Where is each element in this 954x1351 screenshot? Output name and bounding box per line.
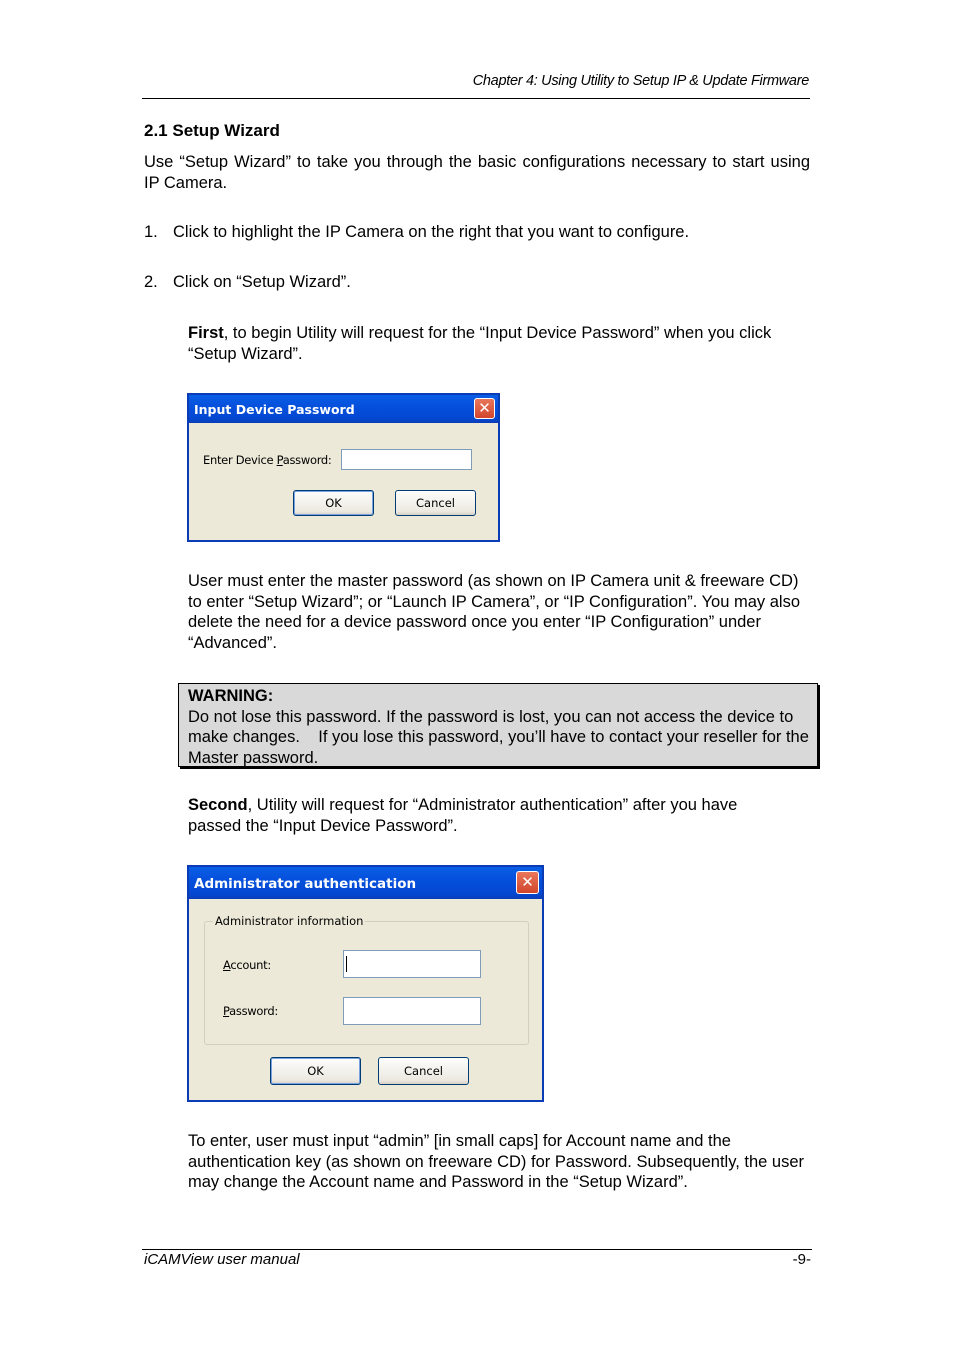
section-title: 2.1 Setup Wizard [144,121,280,140]
second-lead: Second [188,796,248,814]
account-input[interactable] [343,950,481,978]
dialog1-titlebar[interactable] [189,395,498,423]
step-1-text: Click to highlight the IP Camera on the right that you want to configure. [173,223,690,241]
dialog1-title: Input Device Password [194,402,355,417]
warning-text: Do not lose this password. If the password is lost, you can not access the device to make changes. If you lose this password, you’ll have to contact your reseller for the Master password. [188,707,814,767]
close-icon[interactable]: ✕ [474,398,495,419]
admin-info-group-label: Administrator information [215,914,364,928]
master-password-note: User must enter the master password (as shown on IP Camera unit & freeware CD) to enter “Setup Wizard”; or “Launch IP Camera”, or “IP Configuration”. You may also delete the need for a device password once you enter “IP Configuration” under “Advanced”. [188,572,801,652]
device-password-label-accel: P [276,453,283,467]
first-paragraph [188,323,812,364]
dialog1-cancel-button[interactable]: Cancel [395,490,476,516]
step-2-text: Click on “Setup Wizard”. [173,273,351,291]
account-label [223,958,271,972]
intro-paragraph: Use “Setup Wizard” to take you through the basic configurations necessary to start using IP Camera. [144,153,810,192]
device-password-label-post: assword: [282,453,332,467]
password-label-rest: assword: [229,1004,278,1018]
input-device-password-dialog [187,393,500,542]
header-divider [142,98,810,99]
chapter-header: Chapter 4: Using Utility to Setup IP & Update Firmware [472,73,809,89]
warning-box [178,683,818,767]
text-caret [346,956,347,972]
first-text: , to begin Utility will request for the “Input Device Password” when you click “Setup Wizard”. [188,324,772,363]
password-label-accel: P [223,1004,230,1018]
second-paragraph [188,795,788,836]
first-lead: First [188,324,224,342]
step-1-number: 1. [144,223,158,241]
dialog1-ok-button[interactable]: OK [293,490,374,516]
footer-page-number: -9- [792,1251,811,1268]
closing-paragraph: To enter, user must input “admin” [in small caps] for Account name and the authentication key (as shown on freeware CD) for Password. Subsequently, the user may change the Account name and Password in the “Setup Wizard”. [188,1132,805,1191]
warning-title: WARNING: [188,687,274,705]
admin-password-input[interactable] [343,997,481,1025]
close-icon[interactable]: ✕ [516,871,539,894]
dialog2-titlebar[interactable] [189,867,542,899]
account-label-rest: ccount: [230,958,271,972]
account-label-accel: A [223,958,231,972]
dialog2-ok-button[interactable]: OK [270,1057,361,1085]
dialog2-cancel-button[interactable]: Cancel [378,1057,469,1085]
second-text: , Utility will request for “Administrator authentication” after you have passed the “Input Device Password”. [188,796,738,835]
device-password-label-pre: Enter Device [203,453,277,467]
admin-authentication-dialog [187,865,544,1102]
admin-info-groupbox [204,921,529,1045]
device-password-label [203,453,332,467]
footer-divider [142,1249,812,1250]
device-password-input[interactable] [341,449,472,470]
step-2-number: 2. [144,273,158,291]
footer-manual-title: iCAMView user manual [144,1251,300,1268]
password-label [223,1004,278,1018]
dialog2-title: Administrator authentication [194,876,417,892]
